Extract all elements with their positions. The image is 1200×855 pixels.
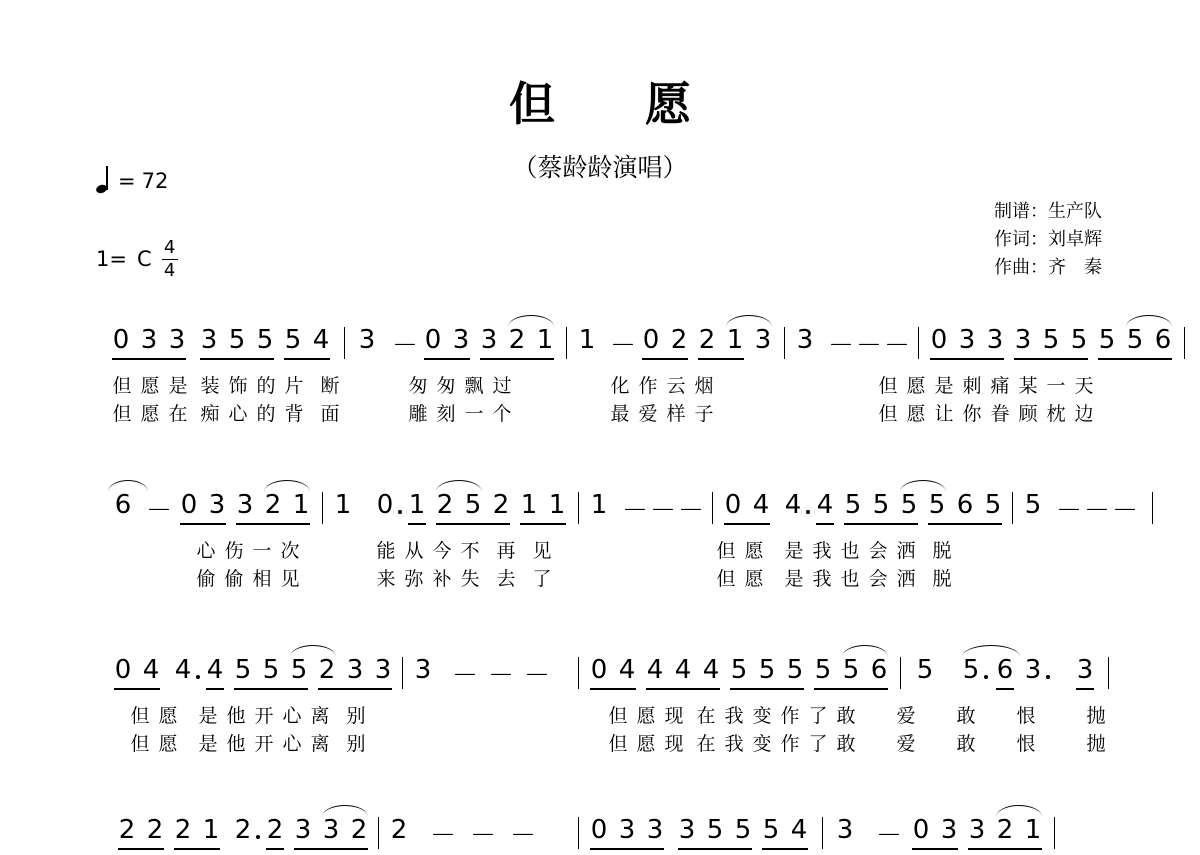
lyric-char: 个 bbox=[492, 403, 512, 425]
music-system-4 bbox=[0, 815, 1200, 855]
key-value: C bbox=[136, 246, 152, 271]
lyric-char: 敢 bbox=[956, 705, 976, 727]
lyrics-row-1-verse-1 bbox=[0, 371, 1200, 399]
lyric-char: 但 bbox=[130, 705, 150, 727]
lyric-char: 去 bbox=[496, 568, 516, 590]
lyric-char: 某 bbox=[1018, 375, 1038, 397]
lyric-char: 是 bbox=[168, 375, 188, 397]
lyric-char: 会 bbox=[868, 568, 888, 590]
lyric-char: 我 bbox=[724, 705, 744, 727]
lyric-char: 相 bbox=[252, 568, 272, 590]
lyric-char: 离 bbox=[310, 705, 330, 727]
lyric-char: 也 bbox=[840, 540, 860, 562]
lyric-char: 来 bbox=[376, 568, 396, 590]
time-signature-numerator: 4 bbox=[163, 237, 176, 258]
lyric-char: 让 bbox=[934, 403, 954, 425]
lyric-char: 雕 bbox=[408, 403, 428, 425]
lyric-char: 也 bbox=[840, 568, 860, 590]
lyric-char: 枕 bbox=[1046, 403, 1066, 425]
lyric-char: 离 bbox=[310, 733, 330, 755]
lyric-char: 变 bbox=[752, 705, 772, 727]
tempo-marking bbox=[96, 168, 168, 194]
lyric-char: 恨 bbox=[1016, 705, 1036, 727]
lyric-char: 但 bbox=[878, 375, 898, 397]
lyric-char: 爱 bbox=[896, 733, 916, 755]
lyric-char: 是 bbox=[784, 568, 804, 590]
lyric-char: 在 bbox=[168, 403, 188, 425]
lyric-char: 愿 bbox=[158, 733, 178, 755]
lyric-char: 洒 bbox=[896, 540, 916, 562]
time-signature bbox=[162, 239, 178, 280]
lyric-char: 你 bbox=[962, 403, 982, 425]
lyric-char: 心 bbox=[282, 733, 302, 755]
lyric-char: 能 bbox=[376, 540, 396, 562]
lyric-char: 次 bbox=[280, 540, 300, 562]
lyric-char: 飘 bbox=[464, 375, 484, 397]
lyric-char: 刻 bbox=[436, 403, 456, 425]
lyric-char: 别 bbox=[346, 705, 366, 727]
notation-row-3: 0 4 4 4 5 5 5 2 3 3 3 － － － 0 4 4 4 4 5 5 5 5 5 6 5 5 6 3 3 bbox=[0, 655, 1200, 695]
lyric-char: 顾 bbox=[1018, 403, 1038, 425]
lyric-char: 从 bbox=[404, 540, 424, 562]
lyric-char: 心 bbox=[282, 705, 302, 727]
lyric-char: 开 bbox=[254, 705, 274, 727]
lyric-char: 现 bbox=[664, 733, 684, 755]
lyric-char: 今 bbox=[432, 540, 452, 562]
lyric-char: 开 bbox=[254, 733, 274, 755]
lyric-char: 但 bbox=[608, 733, 628, 755]
lyric-char: 失 bbox=[460, 568, 480, 590]
lyric-char: 化 bbox=[610, 375, 630, 397]
lyric-char: 不 bbox=[460, 540, 480, 562]
lyric-char: 作 bbox=[638, 375, 658, 397]
lyric-char: 匆 bbox=[436, 375, 456, 397]
notation-row-1: 0 3 3 3 5 5 5 4 3 － 0 3 3 2 1 1 － 0 2 2 1 3 3 － － － 0 3 3 3 5 5 5 5 6 bbox=[0, 325, 1200, 365]
lyric-char: 的 bbox=[256, 375, 276, 397]
tempo-bpm: 72 bbox=[141, 169, 169, 193]
lyric-char: 再 bbox=[496, 540, 516, 562]
notation-row-4: 2 2 2 1 2 2 3 3 2 2 － － － 0 3 3 3 5 5 5 4 3 － 0 3 3 2 1 bbox=[0, 815, 1200, 855]
lyric-char: 痴 bbox=[200, 403, 220, 425]
lyric-char: 饰 bbox=[228, 375, 248, 397]
notation-row-2: 6 － 0 3 3 2 1 1 0 1 2 5 2 1 1 1 － － － 0 4 4 4 5 5 5 5 6 5 5 － － － bbox=[0, 490, 1200, 530]
quarter-note-icon bbox=[96, 168, 112, 194]
music-system-2 bbox=[0, 490, 1200, 592]
lyric-char: 痛 bbox=[990, 375, 1010, 397]
lyric-char: 抛 bbox=[1086, 733, 1106, 755]
music-system-3 bbox=[0, 655, 1200, 757]
lyric-char: 洒 bbox=[896, 568, 916, 590]
lyric-char: 弥 bbox=[404, 568, 424, 590]
lyric-char: 但 bbox=[130, 733, 150, 755]
lyrics-row-3-verse-2 bbox=[0, 729, 1200, 757]
lyric-char: 脱 bbox=[932, 540, 952, 562]
lyric-char: 过 bbox=[492, 375, 512, 397]
lyric-char: 装 bbox=[200, 375, 220, 397]
page-subtitle: （蔡龄龄演唱） bbox=[512, 153, 688, 182]
lyric-char: 但 bbox=[878, 403, 898, 425]
lyrics-row-2-verse-1 bbox=[0, 536, 1200, 564]
lyric-char: 抛 bbox=[1086, 705, 1106, 727]
lyric-char: 作 bbox=[780, 705, 800, 727]
lyric-char: 断 bbox=[320, 375, 340, 397]
lyric-char: 但 bbox=[716, 568, 736, 590]
lyric-char: 现 bbox=[664, 705, 684, 727]
lyric-char: 脱 bbox=[932, 568, 952, 590]
lyric-char: 但 bbox=[608, 705, 628, 727]
time-signature-denominator: 4 bbox=[163, 260, 176, 281]
lyric-char: 是 bbox=[198, 733, 218, 755]
lyrics-row-2-verse-2 bbox=[0, 564, 1200, 592]
lyric-char: 见 bbox=[280, 568, 300, 590]
lyric-char: 见 bbox=[532, 540, 552, 562]
credit-lyricist: 作词：刘卓辉 bbox=[994, 228, 1102, 250]
credit-engraver: 制谱：生产队 bbox=[994, 201, 1102, 222]
lyric-char: 愿 bbox=[140, 375, 160, 397]
lyric-char: 愿 bbox=[636, 733, 656, 755]
credits-block bbox=[994, 198, 1102, 282]
lyric-char: 愿 bbox=[906, 403, 926, 425]
lyric-char: 会 bbox=[868, 540, 888, 562]
lyric-char: 愿 bbox=[636, 705, 656, 727]
lyric-char: 爱 bbox=[896, 705, 916, 727]
lyric-char: 我 bbox=[812, 540, 832, 562]
lyric-char: 面 bbox=[320, 403, 340, 425]
lyric-char: 背 bbox=[284, 403, 304, 425]
lyric-char: 最 bbox=[610, 403, 630, 425]
lyric-char: 眷 bbox=[990, 403, 1010, 425]
lyric-char: 天 bbox=[1074, 375, 1094, 397]
lyric-char: 烟 bbox=[694, 375, 714, 397]
lyric-char: 他 bbox=[226, 705, 246, 727]
lyric-char: 是 bbox=[784, 540, 804, 562]
lyric-char: 在 bbox=[696, 733, 716, 755]
lyric-char: 别 bbox=[346, 733, 366, 755]
lyric-char: 但 bbox=[112, 375, 132, 397]
lyric-char: 刺 bbox=[962, 375, 982, 397]
lyric-char: 敢 bbox=[836, 733, 856, 755]
lyric-char: 心 bbox=[228, 403, 248, 425]
lyric-char: 他 bbox=[226, 733, 246, 755]
lyric-char: 一 bbox=[464, 403, 484, 425]
lyric-char: 匆 bbox=[408, 375, 428, 397]
page-title: 但 愿 bbox=[509, 77, 713, 131]
lyric-char: 我 bbox=[724, 733, 744, 755]
tempo-equals: = bbox=[118, 169, 136, 193]
lyric-char: 恨 bbox=[1016, 733, 1036, 755]
lyric-char: 作 bbox=[780, 733, 800, 755]
music-system-1 bbox=[0, 325, 1200, 427]
lyric-char: 愿 bbox=[744, 568, 764, 590]
lyric-char: 但 bbox=[716, 540, 736, 562]
key-label: 1= bbox=[96, 246, 127, 271]
lyric-char: 片 bbox=[284, 375, 304, 397]
lyric-char: 在 bbox=[696, 705, 716, 727]
lyric-char: 愿 bbox=[906, 375, 926, 397]
lyric-char: 是 bbox=[198, 705, 218, 727]
lyric-char: 爱 bbox=[638, 403, 658, 425]
lyric-char: 一 bbox=[1046, 375, 1066, 397]
lyric-char: 样 bbox=[666, 403, 686, 425]
lyric-char: 一 bbox=[252, 540, 272, 562]
lyric-char: 伤 bbox=[224, 540, 244, 562]
lyric-char: 但 bbox=[112, 403, 132, 425]
lyric-char: 敢 bbox=[836, 705, 856, 727]
lyric-char: 边 bbox=[1074, 403, 1094, 425]
lyric-char: 子 bbox=[694, 403, 714, 425]
lyric-char: 偷 bbox=[224, 568, 244, 590]
lyrics-row-3-verse-1 bbox=[0, 701, 1200, 729]
lyric-char: 云 bbox=[666, 375, 686, 397]
lyric-char: 补 bbox=[432, 568, 452, 590]
lyrics-row-1-verse-2 bbox=[0, 399, 1200, 427]
lyric-char: 偷 bbox=[196, 568, 216, 590]
lyric-char: 是 bbox=[934, 375, 954, 397]
key-signature bbox=[96, 238, 178, 279]
lyric-char: 了 bbox=[532, 568, 552, 590]
lyric-char: 我 bbox=[812, 568, 832, 590]
lyric-char: 愿 bbox=[140, 403, 160, 425]
lyric-char: 愿 bbox=[744, 540, 764, 562]
lyric-char: 心 bbox=[196, 540, 216, 562]
lyric-char: 了 bbox=[808, 705, 828, 727]
lyric-char: 变 bbox=[752, 733, 772, 755]
lyric-char: 愿 bbox=[158, 705, 178, 727]
lyric-char: 的 bbox=[256, 403, 276, 425]
lyric-char: 敢 bbox=[956, 733, 976, 755]
lyric-char: 了 bbox=[808, 733, 828, 755]
credit-composer: 作曲：齐 秦 bbox=[994, 256, 1102, 278]
